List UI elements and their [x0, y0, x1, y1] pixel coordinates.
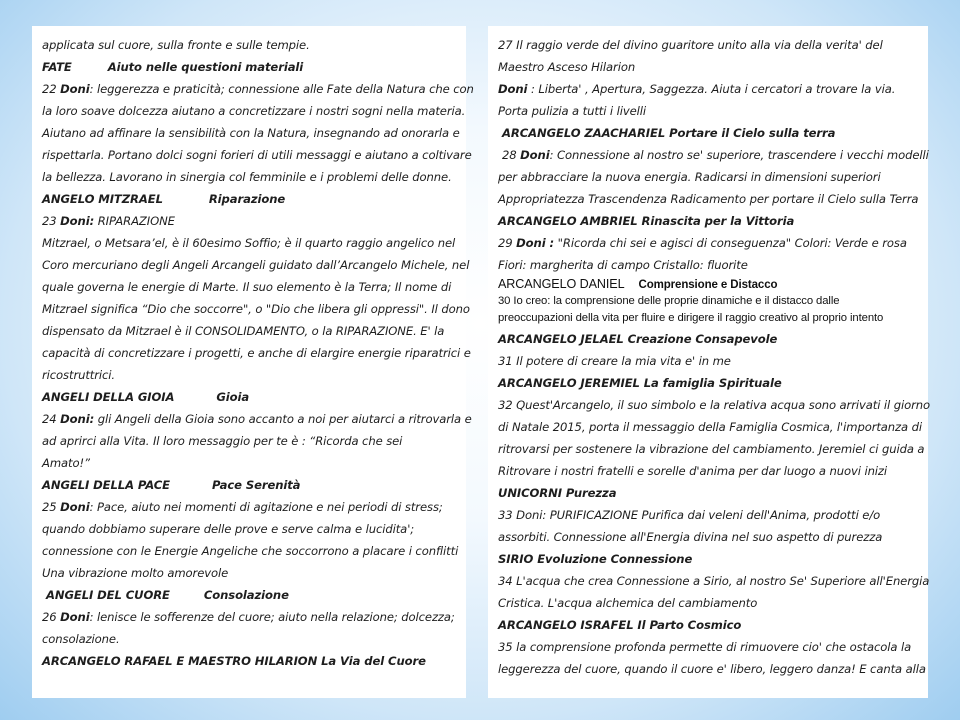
left-page	[32, 26, 474, 698]
israfel-text: 35 la comprensione profonda permette di rimuovere cio' che ostacola la	[498, 640, 912, 654]
section-heading-mitzrael: ANGELO MITZRAEL Riparazione	[42, 192, 286, 206]
hilarion-doni: Doni : Liberta' , Apertura, Saggezza. Aiuta i cercatori a trovare la via.	[498, 82, 896, 96]
hilarion-text: 27 Il raggio verde del divino guaritore unito alla via della verita' del	[498, 38, 883, 52]
fate-text-line: rispettarla. Portano dolci sogni forieri di utili messaggi e aiutano a coltivare	[42, 148, 472, 162]
section-heading-zaachariel: ARCANGELO ZAACHARIEL Portare il Cielo sulla terra	[502, 126, 836, 140]
right-page	[488, 26, 931, 698]
daniel-text-line: preoccupazioni della vita per fluire e dirigere il raggio creativo al proprio intento	[498, 312, 884, 324]
zaachariel-text: 28 Doni: Connessione al nostro se' superiore, trascendere i vecchi modelli	[502, 148, 929, 162]
jelael-text: 31 Il potere di creare la mia vita e' in me	[498, 354, 731, 368]
section-heading-jeremiel: ARCANGELO JEREMIEL La famiglia Spirituale	[498, 376, 782, 390]
pace-text-line: connessione con le Energie Angeliche che soccorrono a placare i conflitti	[42, 544, 459, 558]
mitzrael-text-line: capacità di concretizzare i progetti, e anche di elargire energie riparatrici e	[42, 346, 471, 360]
jeremiel-text-line: Ritrovare i nostri fratelli e sorelle d'anima per dar luogo a nuovi inizi	[498, 464, 888, 478]
mitzrael-text-line: Mitzrael significa “Dio che soccorre", o "Dio che libera gli oppressi". Il dono	[42, 302, 470, 316]
mitzrael-text-line: Coro mercuriano degli Angeli Arcangeli guidato dall’Arcangelo Michele, nel	[42, 258, 470, 272]
hilarion-text-line: Porta pulizia a tutti i livelli	[498, 104, 647, 118]
mitzrael-text: 23 Doni: RIPARAZIONE	[42, 214, 175, 228]
section-heading-israfel: ARCANGELO ISRAFEL Il Parto Cosmico	[498, 618, 742, 632]
ambriel-text: 29 Doni : "Ricorda chi sei e agisci di conseguenza" Colori: Verde e rosa	[498, 236, 907, 250]
section-heading-daniel: ARCANGELO DANIEL Comprensione e Distacco	[498, 277, 778, 291]
jeremiel-text: 32 Quest'Arcangelo, il suo simbolo e la relativa acqua sono arrivati il giorno	[498, 398, 931, 412]
section-heading-gioia: ANGELI DELLA GIOIA Gioia	[42, 390, 250, 404]
jeremiel-text-line: ritrovarsi per sostenere la vibrazione del cambiamento. Jeremiel ci guida a	[498, 442, 925, 456]
zaachariel-text-line: Appropriatezza Trascendenza Radicamento per portare il Cielo sulla Terra	[498, 192, 919, 206]
cuore-text-line: consolazione.	[42, 632, 120, 646]
sirio-text: 34 L'acqua che crea Connessione a Sirio, al nostro Se' Superiore all'Energia	[498, 574, 930, 588]
gioia-text-line: Amato!”	[42, 456, 90, 470]
jeremiel-text-line: di Natale 2015, porta il messaggio della Famiglia Cosmica, l'importanza di	[498, 420, 923, 434]
section-heading-ambriel: ARCANGELO AMBRIEL Rinascita per la Vittoria	[498, 214, 795, 228]
zaachariel-text-line: per abbracciare la nuova energia. Radicarsi in dimensioni superiori	[498, 170, 881, 184]
mitzrael-text-line: ricostruttrici.	[42, 368, 116, 382]
pace-text-line: Una vibrazione molto amorevole	[42, 566, 229, 580]
fate-text-line: la bellezza. Lavorano in sinergia col femminile e i problemi delle donne.	[42, 170, 452, 184]
section-heading-pace: ANGELI DELLA PACE Pace Serenità	[42, 478, 301, 492]
intro-text: applicata sul cuore, sulla fronte e sulle tempie.	[42, 38, 310, 52]
section-heading-unicorni: UNICORNI Purezza	[498, 486, 617, 500]
unicorni-text-line: assorbiti. Connessione all'Energia divina nel suo aspetto di purezza	[498, 530, 883, 544]
mitzrael-text-line: Mitzrael, o Metsara’el, è il 60esimo Soffio; è il quarto raggio angelico nel	[42, 236, 456, 250]
section-heading-rafael: ARCANGELO RAFAEL E MAESTRO HILARION La Via del Cuore	[42, 654, 426, 668]
cuore-text: 26 Doni: lenisce le sofferenze del cuore; aiuto nella relazione; dolcezza;	[42, 610, 455, 624]
pace-text: 25 Doni: Pace, aiuto nei momenti di agitazione e nei periodi di stress;	[42, 500, 443, 514]
section-heading-fate: FATE Aiuto nelle questioni materiali	[42, 60, 304, 74]
section-heading-sirio: SIRIO Evoluzione Connessione	[498, 552, 693, 566]
fate-text: 22 Doni: leggerezza e praticità; connessione alle Fate della Natura che con	[42, 82, 474, 96]
mitzrael-text-line: dispensato da Mitzrael è il CONSOLIDAMENTO, o la RIPARAZIONE. E' la	[42, 324, 445, 338]
hilarion-text-line: Maestro Asceso Hilarion	[498, 60, 636, 74]
fate-text-line: Aiutano ad affinare la sensibilità con la Natura, insegnando ad onorarla e	[42, 126, 460, 140]
gioia-text-line: ad aprirci alla Vita. Il loro messaggio per te è : “Ricorda che sei	[42, 434, 403, 448]
gioia-text: 24 Doni: gli Angeli della Gioia sono accanto a noi per aiutarci a ritrovarla e	[42, 412, 472, 426]
israfel-text-line: leggerezza del cuore, quando il cuore e' libero, leggero danza! E canta alla	[498, 662, 926, 676]
daniel-text: 30 Io creo: la comprensione delle proprie dinamiche e il distacco dalle	[498, 295, 840, 307]
section-heading-cuore: ANGELI DEL CUORE Consolazione	[46, 588, 289, 602]
section-heading-jelael: ARCANGELO JELAEL Creazione Consapevole	[498, 332, 778, 346]
sirio-text-line: Cristica. L'acqua alchemica del cambiamento	[498, 596, 758, 610]
fate-text-line: la loro soave dolcezza aiutano a concretizzare i nostri sogni nella materia.	[42, 104, 466, 118]
unicorni-text: 33 Doni: PURIFICAZIONE Purifica dai veleni dell'Anima, prodotti e/o	[498, 508, 881, 522]
mitzrael-text-line: quale governa le energie di Marte. Il suo elemento è la Terra; Il nome di	[42, 280, 452, 294]
pace-text-line: quando dobbiamo superare delle prove e serve calma e lucidita';	[42, 522, 415, 536]
ambriel-text-line: Fiori: margherita di campo Cristallo: fluorite	[498, 258, 748, 272]
